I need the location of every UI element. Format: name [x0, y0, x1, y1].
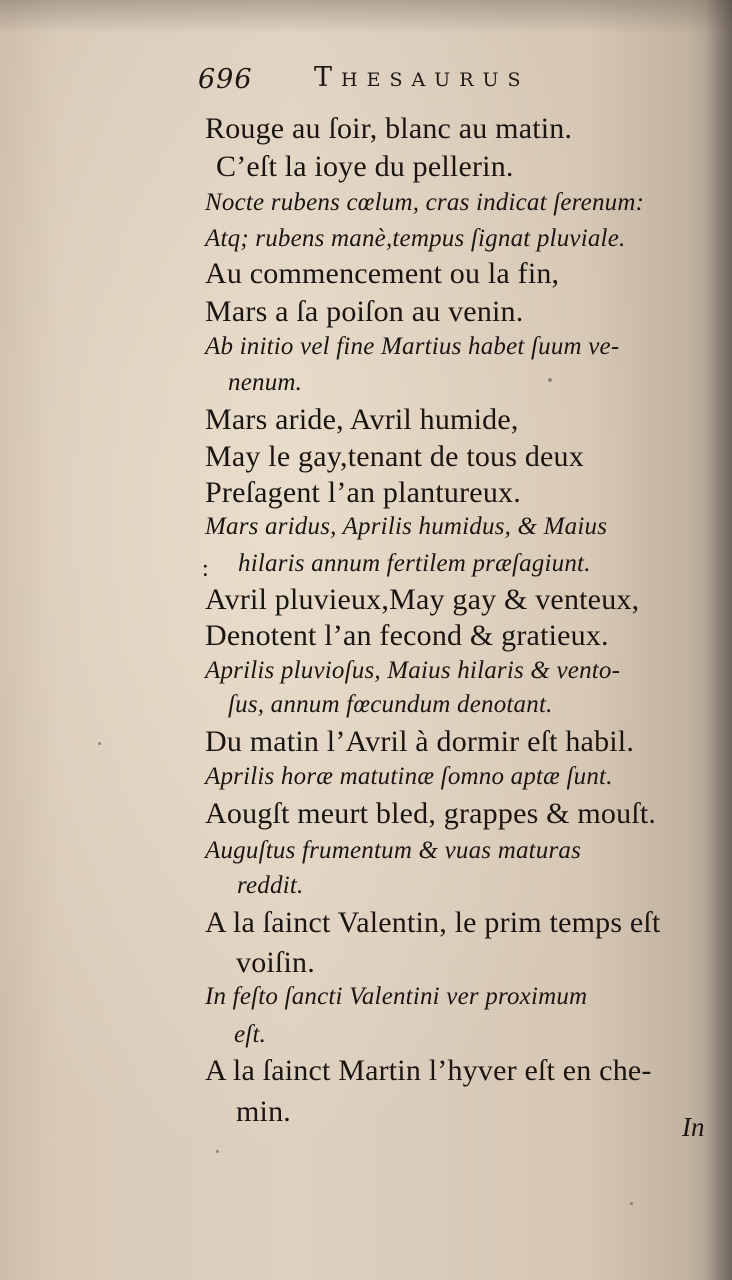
text-line: min.: [236, 1095, 291, 1128]
text-line: Aougſt meurt bled, grappes & mouſt.: [205, 797, 657, 830]
text-line: Rouge au ſoir, blanc au matin.: [205, 112, 573, 145]
text-line: Mars aride, Avril humide,: [205, 403, 519, 436]
text-line: Mars aridus, Aprilis humidus, & Maius: [205, 513, 608, 540]
paper-speck: [98, 742, 101, 745]
text-line: Atq; rubens manè,tempus ſignat pluviale.: [205, 225, 626, 252]
text-line: reddit.: [237, 872, 304, 899]
text-line: A la ſainct Valentin, le prim temps eſt: [205, 906, 661, 939]
text-line: Ab initio vel fine Martius habet ſuum ve-: [205, 333, 620, 360]
text-line: Nocte rubens cœlum, cras indicat ſerenum:: [205, 189, 645, 216]
text-line: ſus, annum fœcundum denotant.: [228, 691, 553, 718]
text-line: Aprilis horæ matutinæ ſomno aptæ ſunt.: [205, 763, 613, 790]
text-line: A la ſainct Martin l’hyver eſt en che-: [205, 1054, 652, 1087]
paper-speck: [548, 378, 552, 382]
text-line: nenum.: [228, 369, 303, 396]
text-line: eſt.: [234, 1021, 267, 1048]
text-line: Denotent l’an fecond & gratieux.: [205, 619, 609, 652]
page-gutter-shadow: [706, 0, 732, 1280]
margin-mark: :: [202, 556, 209, 582]
running-head: [198, 62, 638, 102]
text-line: C’eſt la ioye du pellerin.: [216, 150, 514, 183]
page-number: 696: [198, 64, 253, 95]
text-line: Aprilis pluvioſus, Maius hilaris & vento-: [205, 657, 621, 684]
text-line: Du matin l’Avril à dormir eſt habil.: [205, 725, 635, 758]
text-line: Mars a ſa poiſon au venin.: [205, 295, 524, 328]
text-line: May le gay,tenant de tous deux: [205, 440, 584, 473]
text-line: In feſto ſancti Valentini ver proximum: [205, 983, 588, 1010]
paper-speck: [630, 1202, 633, 1205]
text-line: Preſagent l’an plantureux.: [205, 476, 521, 509]
text-line: voiſin.: [236, 946, 315, 979]
running-title: Thesaurus: [314, 62, 530, 93]
paper-speck: [216, 1150, 219, 1153]
text-line: Auguſtus frumentum & vuas maturas: [205, 837, 582, 864]
page-top-shadow: [0, 0, 732, 34]
text-line: Au commencement ou la fin,: [205, 257, 560, 290]
text-line: hilaris annum fertilem præſagiunt.: [238, 550, 591, 577]
text-line: Avril pluvieux,May gay & venteux,: [205, 583, 640, 616]
catchword: In: [682, 1112, 705, 1142]
